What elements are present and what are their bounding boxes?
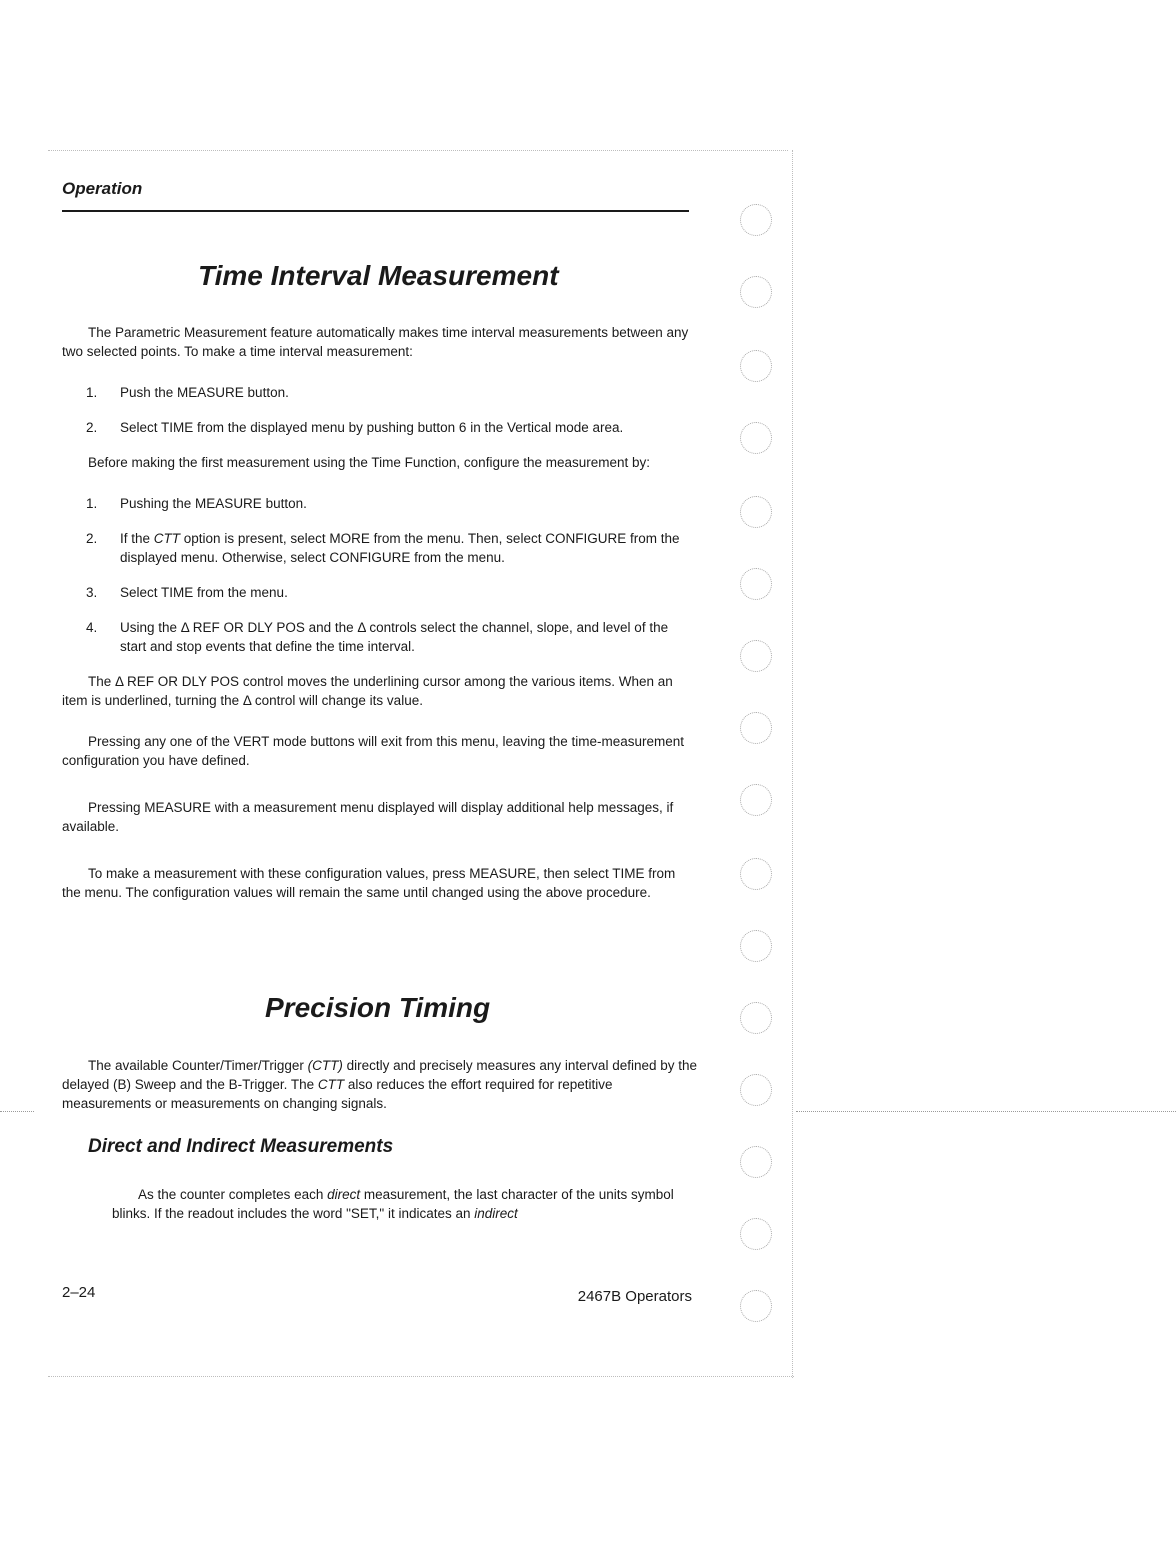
text-part: The available Counter/Timer/Trigger (88, 1058, 308, 1073)
list-item (62, 418, 697, 437)
text-emphasis: direct (327, 1187, 361, 1202)
binder-hole (740, 350, 772, 382)
binder-hole (740, 784, 772, 816)
text-emphasis: indirect (474, 1206, 518, 1221)
binder-hole (740, 930, 772, 962)
step-number: 4. (86, 620, 98, 635)
list-item (62, 529, 697, 567)
binder-hole (740, 1002, 772, 1034)
binder-hole (740, 640, 772, 672)
margin-line-left (0, 1111, 34, 1112)
binder-hole (740, 422, 772, 454)
help-paragraph: Pressing MEASURE with a measurement menu displayed will display additional help messages, if available. (62, 800, 674, 834)
text-part: also reduces the effort required for repetitive measurements or measurements on changing signals. (62, 1077, 613, 1111)
section-time-interval (62, 323, 697, 902)
binder-hole (740, 858, 772, 890)
step-number: 1. (86, 496, 98, 511)
binder-hole (740, 276, 772, 308)
step-text-emphasis: CTT (153, 531, 181, 546)
step-number: 2. (86, 420, 98, 435)
list-item (62, 383, 697, 402)
step-text: Using the Δ REF OR DLY POS and the Δ controls select the channel, slope, and level of the start and stop events that define the time interval. (120, 620, 669, 654)
cursor-paragraph: The Δ REF OR DLY POS control moves the underlining cursor among the various items. When an item is underlined, turning the Δ control will change its value. (62, 674, 673, 708)
make-measurement-paragraph: To make a measurement with these configuration values, press MEASURE, then select TIME from the menu. The configuration values will remain the same until changed using the above procedure. (62, 866, 676, 900)
step-text-part: option is present, select MORE from the menu. Then, select CONFIGURE from the displayed menu. Otherwise, select CONFIGURE from the menu. (120, 531, 680, 565)
step-text: Select TIME from the displayed menu by pushing button 6 in the Vertical mode area. (120, 420, 624, 435)
list-item (62, 618, 697, 656)
direct-paragraph (112, 1185, 694, 1223)
section-precision-timing (62, 1056, 697, 1113)
step-number: 3. (86, 585, 98, 600)
section-direct-indirect (112, 1185, 694, 1223)
heading-time-interval: Time Interval Measurement (198, 260, 559, 291)
header-rule (62, 210, 689, 212)
text-part: measurement, the last character of the units symbol blinks. If the readout includes the word "SET," it indicates an (112, 1187, 674, 1221)
heading-precision-timing: Precision Timing (265, 992, 491, 1023)
text-emphasis: CTT (317, 1077, 345, 1092)
binder-hole (740, 1074, 772, 1106)
binder-hole (740, 204, 772, 236)
page-edge-right (792, 150, 793, 1378)
step-text: Pushing the MEASURE button. (120, 496, 307, 511)
binder-hole (740, 1146, 772, 1178)
section-header: Operation (62, 179, 143, 198)
step-number: 2. (86, 531, 98, 546)
binder-hole (740, 496, 772, 528)
binder-hole (740, 712, 772, 744)
text-part: directly and precisely measures any interval defined by the delayed (B) Sweep and the B-Trigger. The (62, 1058, 698, 1092)
binder-hole (740, 1218, 772, 1250)
margin-line-right (796, 1111, 1176, 1112)
page-edge-bottom (48, 1376, 794, 1377)
binder-hole (740, 1290, 772, 1322)
configure-intro: Before making the first measurement using the Time Function, configure the measurement by: (88, 455, 651, 470)
list-item (62, 583, 697, 602)
precision-paragraph (62, 1056, 697, 1113)
step-text-part: If the (120, 531, 154, 546)
page-number: 2–24 (62, 1284, 96, 1301)
text-part: As the counter completes each (138, 1187, 328, 1202)
text-emphasis: (CTT) (307, 1058, 343, 1073)
step-text: Push the MEASURE button. (120, 385, 289, 400)
binder-hole (740, 568, 772, 600)
step-text: Select TIME from the menu. (120, 585, 288, 600)
step-number: 1. (86, 385, 98, 400)
intro-paragraph: The Parametric Measurement feature automatically makes time interval measurements between any two selected points. To make a time interval measurement: (62, 325, 689, 359)
vert-paragraph: Pressing any one of the VERT mode buttons will exit from this menu, leaving the time-measurement configuration you have defined. (62, 734, 685, 768)
list-item (62, 494, 697, 513)
page-edge-top (48, 150, 788, 151)
subheading-direct-indirect: Direct and Indirect Measurements (88, 1136, 394, 1157)
manual-title: 2467B Operators (577, 1288, 692, 1305)
